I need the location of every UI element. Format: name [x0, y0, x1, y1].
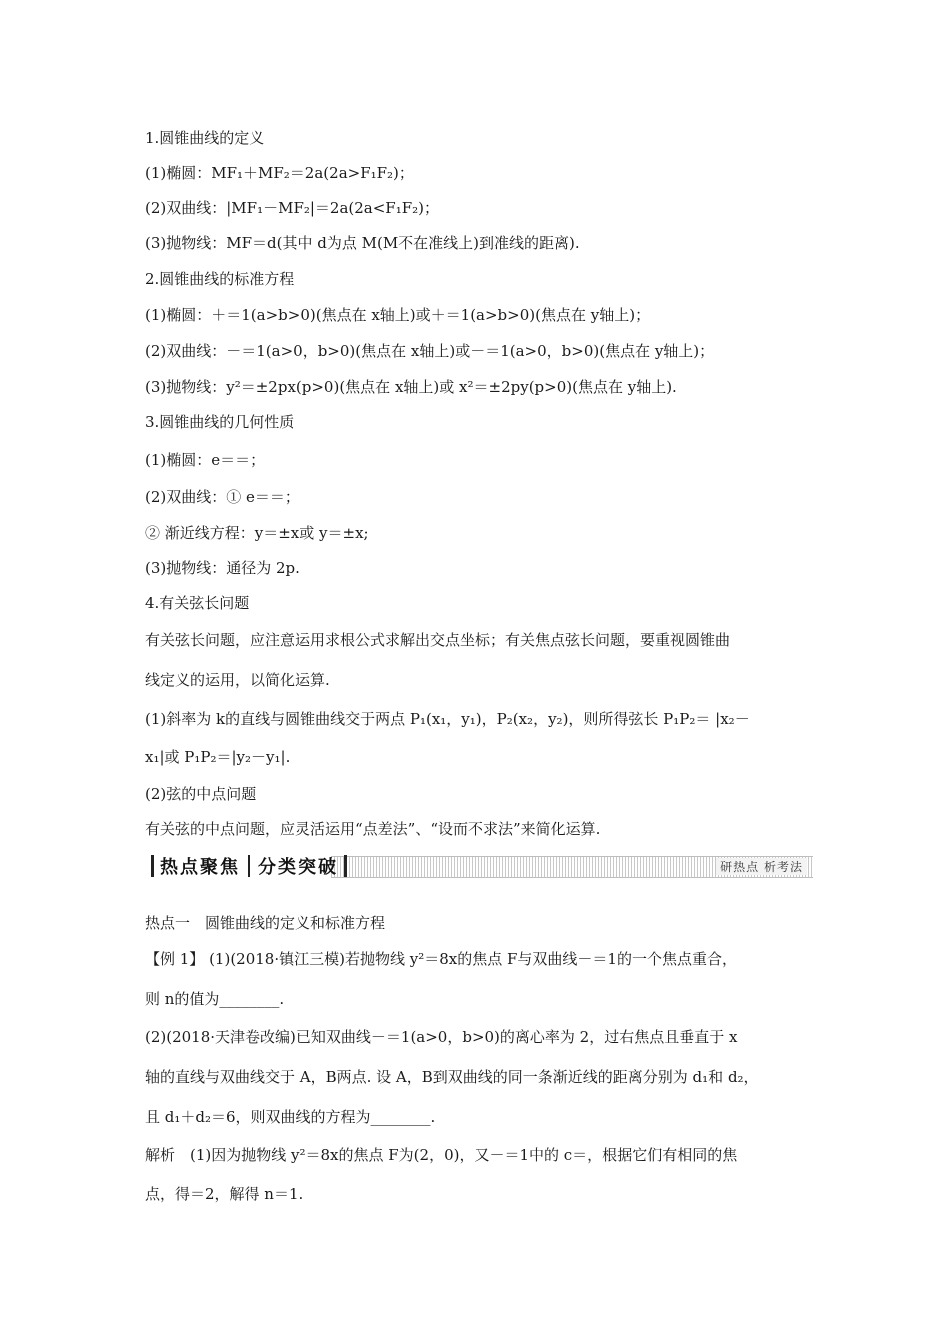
text-line: ② 渐近线方程：y＝±x或 y＝±x;: [145, 524, 369, 542]
text-line: (1)斜率为 k的直线与圆锥曲线交于两点 P₁(x₁，y₁)，P₂(x₂，y₂)，则所得弦长 P₁P₂＝ |x₂－: [145, 710, 750, 728]
example-1-line: (2)(2018·天津卷改编)已知双曲线－＝1(a>0，b>0)的离心率为 2，过右焦点且垂直于 x: [145, 1028, 738, 1046]
heading-conic-definition: 1.圆锥曲线的定义: [145, 129, 265, 147]
example-1-line: 则 n的值为________.: [145, 990, 285, 1008]
banner-title: [145, 852, 353, 880]
text-line: (3)抛物线：通径为 2p.: [145, 559, 300, 577]
example-1-line: 【例 1】 (1)(2018·镇江三模)若抛物线 y²＝8x的焦点 F与双曲线－＝1的一个焦点重合，: [145, 950, 737, 968]
solution-line: 点，得＝2，解得 n＝1.: [145, 1185, 304, 1203]
text-line: (1)椭圆：＋＝1(a>b>0)(焦点在 x轴上)或＋＝1(a>b>0)(焦点在 y轴上)；: [145, 306, 651, 324]
section-banner: [145, 852, 813, 880]
example-1-line: 且 d₁＋d₂＝6，则双曲线的方程为________.: [145, 1108, 436, 1126]
text-line: (2)双曲线：|MF₁－MF₂|＝2a(2a<F₁F₂)；: [145, 199, 440, 217]
solution-line: 解析 (1)因为抛物线 y²＝8x的焦点 F为(2，0)，又－＝1中的 c＝，根据它们有相同的焦: [145, 1146, 738, 1164]
banner-title-b: 分类突破: [258, 857, 338, 878]
heading-hotspot-one: 热点一 圆锥曲线的定义和标准方程: [145, 914, 386, 932]
text-line: (2)双曲线：－＝1(a>0，b>0)(焦点在 x轴上)或－＝1(a>0，b>0)(焦点在 y轴上)；: [145, 342, 715, 360]
text-line: 有关弦的中点问题，应灵活运用“点差法”、“设而不求法”来简化运算.: [145, 820, 601, 838]
banner-subtitle: 研热点 析考法: [716, 858, 807, 875]
text-line: (2)双曲线：① e＝＝；: [145, 488, 300, 506]
banner-divider: [151, 855, 154, 877]
banner-title-a: 热点聚焦: [160, 857, 240, 878]
text-line: (2)弦的中点问题: [145, 785, 257, 803]
text-line: (1)椭圆：MF₁＋MF₂＝2a(2a>F₁F₂)；: [145, 164, 414, 182]
heading-chord-length: 4.有关弦长问题: [145, 594, 250, 612]
banner-divider: [248, 855, 250, 877]
text-line: 有关弦长问题，应注意运用求根公式求解出交点坐标；有关焦点弦长问题，要重视圆锥曲: [145, 631, 731, 649]
text-line: 线定义的运用，以简化运算.: [145, 671, 330, 689]
text-line: x₁|或 P₁P₂＝|y₂－y₁|.: [145, 748, 291, 766]
text-line: (1)椭圆：e＝＝；: [145, 451, 266, 469]
heading-geometric-properties: 3.圆锥曲线的几何性质: [145, 413, 295, 431]
banner-divider: [344, 855, 347, 877]
example-1-line: 轴的直线与双曲线交于 A，B两点. 设 A，B到双曲线的同一条渐近线的距离分别为 d₁和 d₂，: [145, 1068, 759, 1086]
text-line: (3)抛物线：y²＝±2px(p>0)(焦点在 x轴上)或 x²＝±2py(p>0)(焦点在 y轴上).: [145, 378, 677, 396]
heading-standard-equation: 2.圆锥曲线的标准方程: [145, 270, 295, 288]
text-line: (3)抛物线：MF＝d(其中 d为点 M(M不在准线上)到准线的距离).: [145, 234, 580, 252]
